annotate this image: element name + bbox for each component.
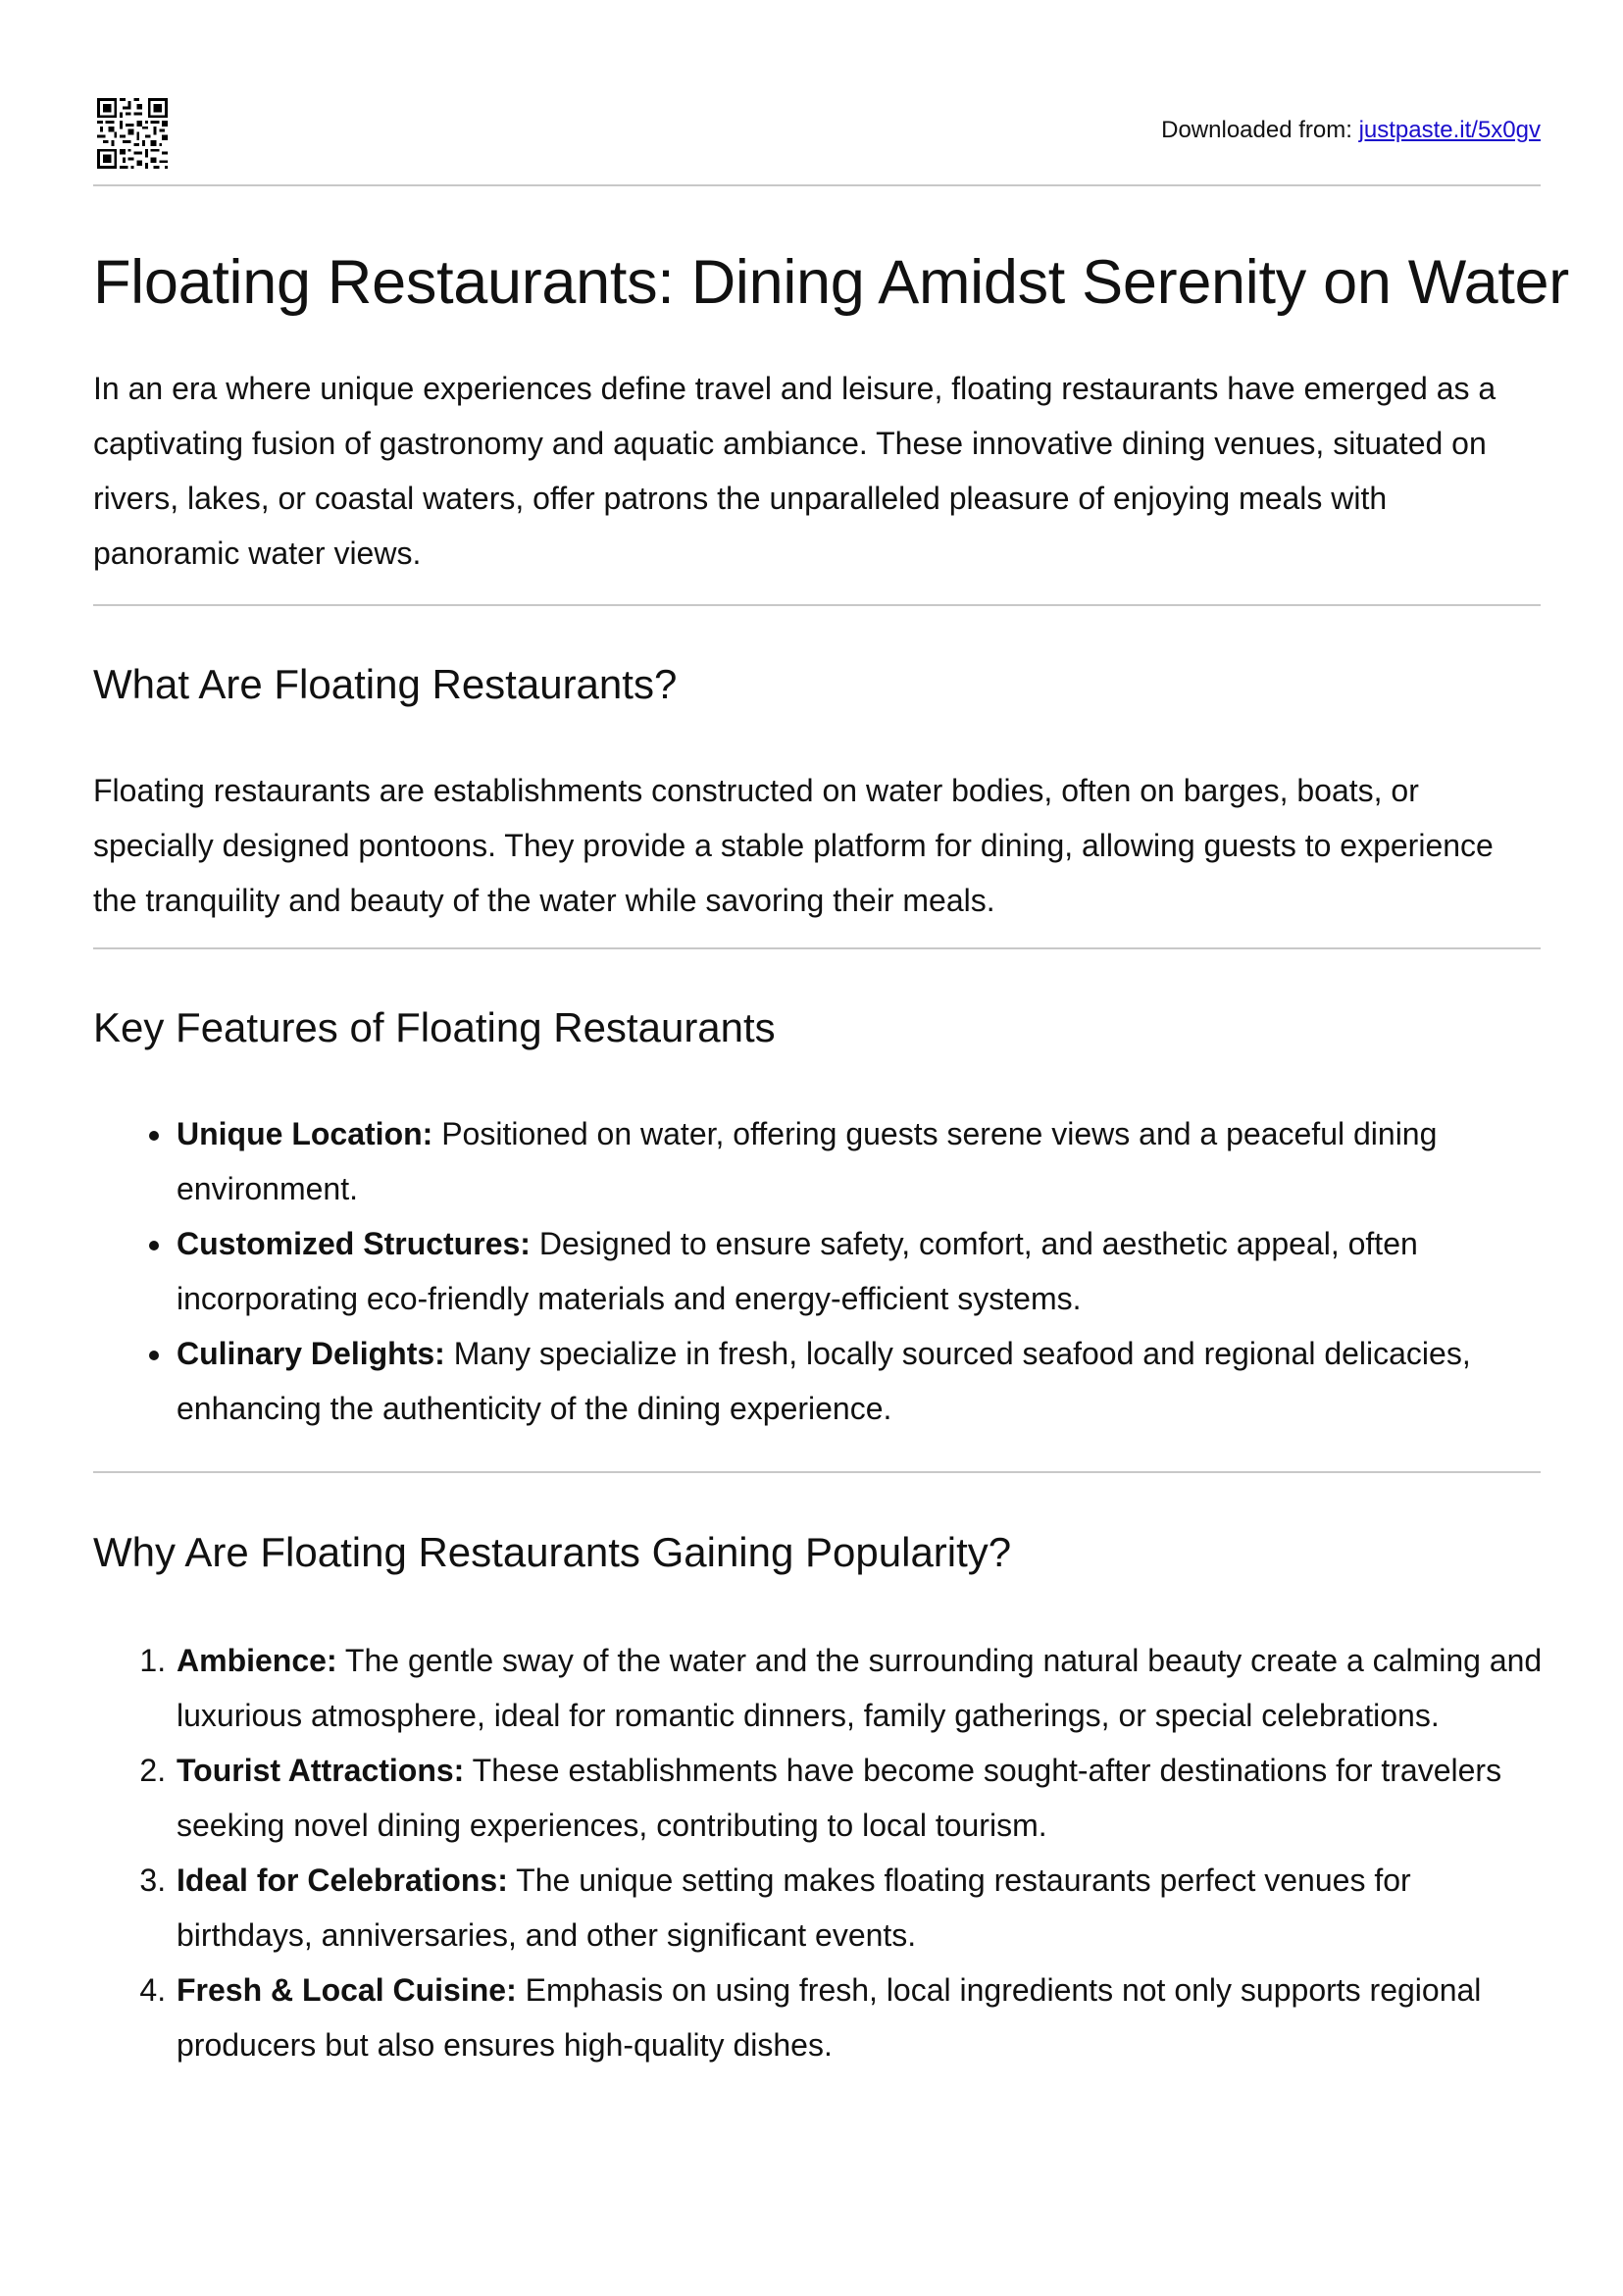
list-item <box>175 1326 1547 1436</box>
features-list-wrap <box>93 1106 1541 1436</box>
list-item <box>175 1216 1547 1326</box>
download-source-label: Downloaded from: <box>1161 117 1359 143</box>
list-item-text: The gentle sway of the water and the surrounding natural beauty create a calming and luxurious atmosphere, ideal for romantic dinners, family gatherings, or special celebrations. <box>177 1643 1543 1733</box>
intro-paragraph: In an era where unique experiences define travel and leisure, floating restaurants have emerged as a captivating fusion of gastronomy and aquatic ambiance. These innovative dining venues, situated on rivers, lakes, or coastal waters, offer patrons the unparalleled pleasure of enjoying meals with panoramic water views. <box>93 371 1496 571</box>
list-item-text: Many specialize in fresh, locally sourced seafood and regional delicacies, enhancing the authenticity of the dining experience. <box>177 1336 1471 1426</box>
list-item-term: Culinary Delights: <box>177 1336 445 1371</box>
list-item-text: Emphasis on using fresh, local ingredients not only supports regional producers but also ensures high-quality dishes. <box>177 1972 1482 2063</box>
popularity-list <box>93 1633 1547 2072</box>
list-item <box>175 1743 1547 1853</box>
section-divider <box>93 1471 1541 1473</box>
list-item <box>175 1106 1547 1216</box>
list-item-term: Ideal for Celebrations: <box>177 1862 508 1898</box>
header-divider <box>93 184 1541 186</box>
list-item-text: Designed to ensure safety, comfort, and aesthetic appeal, often incorporating eco-friendly materials and energy-efficient systems. <box>177 1226 1418 1316</box>
popularity-section <box>93 1525 1541 1580</box>
features-heading: Key Features of Floating Restaurants <box>93 1004 776 1050</box>
intro-section <box>93 361 1541 581</box>
section-divider <box>93 604 1541 606</box>
page-title: Floating Restaurants: Dining Amidst Serenity on Water <box>93 248 1569 317</box>
list-item <box>175 1633 1547 1743</box>
section-divider <box>93 947 1541 949</box>
list-item-term: Fresh & Local Cuisine: <box>177 1972 517 2008</box>
source-link[interactable]: justpaste.it/5x0gv <box>1358 117 1541 143</box>
list-item-text: These establishments have become sought-after destinations for travelers seeking novel dining experiences, contributing to local tourism. <box>177 1753 1502 1843</box>
download-source <box>1161 117 1541 144</box>
list-item-term: Ambience: <box>177 1643 337 1678</box>
what-body-wrap <box>93 763 1541 928</box>
list-item-term: Customized Structures: <box>177 1226 531 1261</box>
what-heading: What Are Floating Restaurants? <box>93 661 678 707</box>
qr-code-icon <box>97 98 168 169</box>
features-list <box>93 1106 1547 1436</box>
what-paragraph: Floating restaurants are establishments constructed on water bodies, often on barges, boats, or specially designed pontoons. They provide a stable platform for dining, allowing guests to experience the tranquility and beauty of the water while savoring their meals. <box>93 773 1494 918</box>
list-item-term: Unique Location: <box>177 1116 433 1151</box>
list-item-term: Tourist Attractions: <box>177 1753 465 1788</box>
features-section <box>93 1000 1541 1055</box>
list-item-text: The unique setting makes floating restaurants perfect venues for birthdays, anniversaries, and other significant events. <box>177 1862 1411 1953</box>
page-header <box>93 0 1541 186</box>
list-item <box>175 1963 1547 2072</box>
popularity-heading: Why Are Floating Restaurants Gaining Popularity? <box>93 1529 1012 1575</box>
document-page <box>93 0 1569 2063</box>
what-section <box>93 657 1541 712</box>
list-item-text: Positioned on water, offering guests serene views and a peaceful dining environment. <box>177 1116 1438 1206</box>
popularity-list-wrap <box>93 1633 1541 2072</box>
list-item <box>175 1853 1547 1963</box>
